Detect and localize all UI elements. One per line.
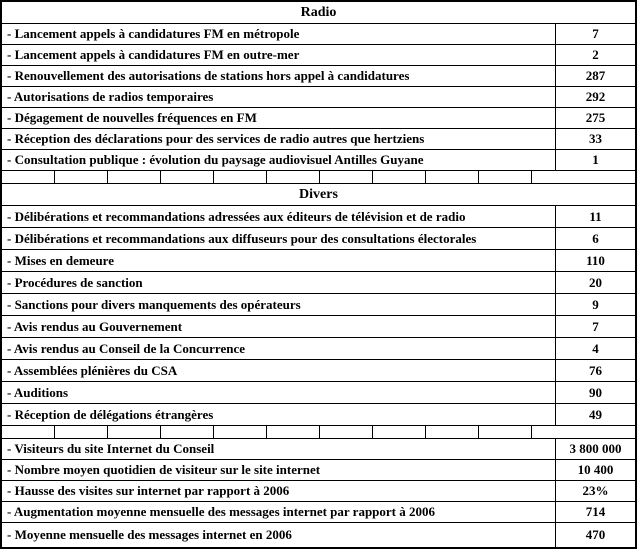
row-value: 7: [592, 318, 599, 334]
row-label: - Délibérations et recommandations adressées aux éditeurs de télévision et de radio: [2, 206, 556, 227]
row-value: 23%: [582, 483, 609, 498]
spacer-cell: [267, 171, 320, 183]
section-header-row: [2, 184, 635, 206]
row-value: 287: [585, 68, 606, 83]
row-label: - Avis rendus au Conseil de la Concurrence: [2, 338, 556, 359]
table-row: [2, 24, 635, 45]
row-value: 2: [592, 47, 599, 62]
section-header-label: Radio: [300, 4, 337, 20]
table-row: [2, 502, 635, 523]
table-row: [2, 45, 635, 66]
section-header-row: [2, 2, 635, 24]
row-label: - Nombre moyen quotidien de visiteur sur le site internet: [2, 460, 556, 480]
row-value: 49: [589, 406, 602, 422]
row-label: - Réception de délégations étrangères: [2, 404, 556, 425]
table-row: [2, 481, 635, 502]
table-row: [2, 108, 635, 129]
row-label: - Renouvellement des autorisations de stations hors appel à candidatures: [2, 66, 556, 86]
table-row: [2, 316, 635, 338]
row-label: - Lancement appels à candidatures FM en métropole: [2, 24, 556, 44]
spacer-cell: [267, 426, 320, 438]
row-value: 1: [592, 152, 599, 167]
row-label: - Hausse des visites sur internet par rapport à 2006: [2, 481, 556, 501]
spacer-cell: [532, 426, 635, 438]
table-row: [2, 206, 635, 228]
row-label: - Avis rendus au Gouvernement: [2, 316, 556, 337]
spacer-cell: [161, 426, 214, 438]
spacer-cell: [479, 171, 532, 183]
row-value: 6: [592, 230, 599, 246]
spacer-cell: [108, 426, 161, 438]
row-value: 11: [589, 208, 602, 224]
table-row: [2, 460, 635, 481]
spacer-cell: [320, 171, 373, 183]
row-value: 3 800 000: [569, 441, 622, 456]
spacer-cell: [55, 171, 108, 183]
spacer-cell: [214, 171, 267, 183]
section-header-label: Divers: [299, 186, 338, 202]
row-value: 76: [589, 362, 602, 378]
row-label: - Lancement appels à candidatures FM en outre-mer: [2, 45, 556, 65]
row-label: - Assemblées plénières du CSA: [2, 360, 556, 381]
table-row: [2, 439, 635, 460]
row-value: 4: [592, 340, 599, 356]
row-label: - Réception des déclarations pour des services de radio autres que hertziens: [2, 129, 556, 149]
row-label: - Procédures de sanction: [2, 272, 556, 293]
table-row: [2, 228, 635, 250]
table-row: [2, 129, 635, 150]
section-spacer-row: [2, 171, 635, 184]
row-value: 714: [585, 504, 606, 519]
spacer-cell: [373, 171, 426, 183]
row-value: 7: [592, 26, 599, 41]
table-row: [2, 294, 635, 316]
table-row: [2, 382, 635, 404]
row-value: 9: [592, 296, 599, 312]
row-value: 292: [585, 89, 606, 104]
spacer-cell: [426, 171, 479, 183]
row-value: 10 400: [577, 462, 614, 477]
row-value: 33: [589, 131, 602, 146]
row-label: - Délibérations et recommandations aux diffuseurs pour des consultations électorales: [2, 228, 556, 249]
table-row: [2, 150, 635, 171]
spacer-cell: [108, 171, 161, 183]
row-value: 110: [586, 252, 605, 268]
table-row: [2, 87, 635, 108]
row-label: - Dégagement de nouvelles fréquences en FM: [2, 108, 556, 128]
table-row: [2, 523, 635, 547]
spacer-cell: [2, 426, 55, 438]
table-row: [2, 66, 635, 87]
spacer-cell: [479, 426, 532, 438]
row-label: - Auditions: [2, 382, 556, 403]
row-label: - Autorisations de radios temporaires: [2, 87, 556, 107]
row-label: - Visiteurs du site Internet du Conseil: [2, 439, 556, 459]
row-label: - Sanctions pour divers manquements des opérateurs: [2, 294, 556, 315]
spacer-cell: [426, 426, 479, 438]
row-label: - Consultation publique : évolution du paysage audiovisuel Antilles Guyane: [2, 150, 556, 170]
spacer-cell: [214, 426, 267, 438]
table-row: [2, 404, 635, 426]
table-row: [2, 272, 635, 294]
table-row: [2, 338, 635, 360]
row-value: 470: [585, 527, 606, 542]
spacer-cell: [373, 426, 426, 438]
row-label: - Augmentation moyenne mensuelle des messages internet par rapport à 2006: [2, 502, 556, 522]
spacer-cell: [320, 426, 373, 438]
row-label: - Moyenne mensuelle des messages internet en 2006: [2, 523, 556, 547]
spacer-cell: [161, 171, 214, 183]
spacer-cell: [2, 171, 55, 183]
table-row: [2, 250, 635, 272]
row-value: 90: [589, 384, 602, 400]
row-label: - Mises en demeure: [2, 250, 556, 271]
table-row: [2, 360, 635, 382]
section-spacer-row: [2, 426, 635, 439]
spacer-cell: [55, 426, 108, 438]
row-value: 275: [585, 110, 606, 125]
spacer-cell: [532, 171, 635, 183]
row-value: 20: [589, 274, 602, 290]
